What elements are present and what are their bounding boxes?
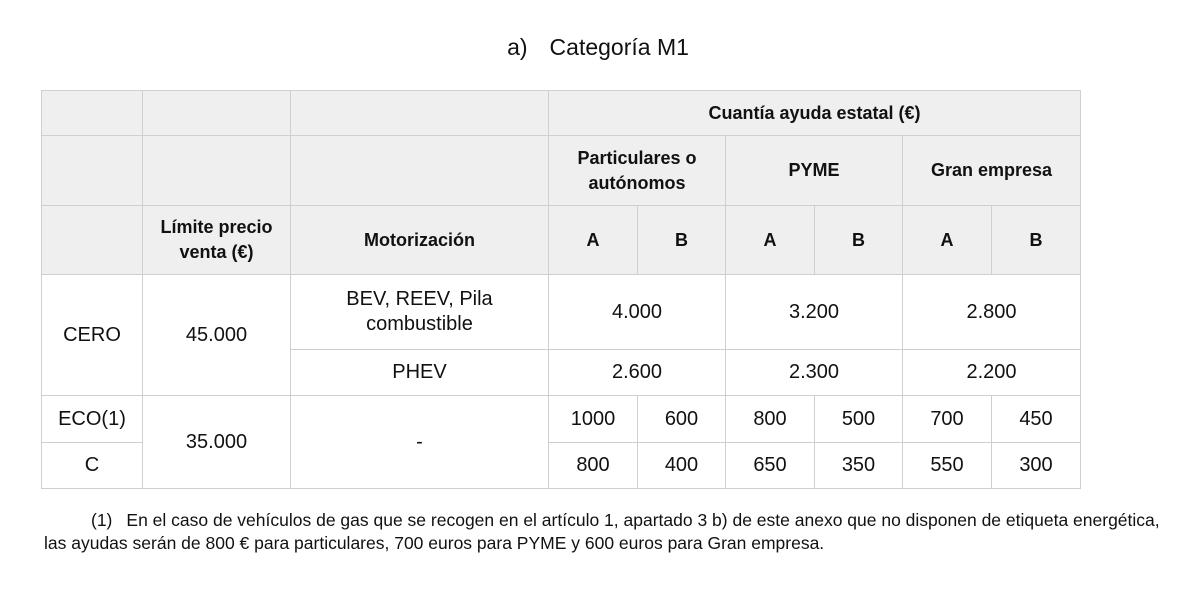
sub-column-header: B [638,206,726,275]
footnote-marker: (1) [91,510,113,530]
label-cell-eco: ECO(1) [42,396,143,443]
header-empty-cell [42,206,143,275]
value-cell: 600 [638,396,726,443]
price-limit-cell: 35.000 [143,396,291,489]
value-cell: 400 [638,443,726,489]
value-cell: 450 [992,396,1081,443]
sub-column-header: A [903,206,992,275]
label-cell-c: C [42,443,143,489]
motorization-cell: BEV, REEV, Pila combustible [291,275,549,350]
value-cell: 350 [815,443,903,489]
group-header-gran-empresa: Gran empresa [903,136,1081,206]
footnote-text: En el caso de vehículos de gas que se recogen en el artículo 1, apartado 3 b) de este anexo que no disponen de etiqueta energética, las ayudas serán de 800 € para particulares, 700 euros para PYME y 600 euros para Gran empresa. [44,510,1160,553]
section-letter: a) [507,34,528,60]
sub-column-header: B [815,206,903,275]
header-empty-cell [143,91,291,136]
section-title: Categoría M1 [549,34,689,60]
value-cell: 500 [815,396,903,443]
motorization-cell: PHEV [291,350,549,396]
header-empty-cell [42,91,143,136]
section-heading [0,30,1196,64]
sub-column-header: A [549,206,638,275]
header-empty-cell [143,136,291,206]
aid-table [41,90,1081,489]
sub-column-header: B [992,206,1081,275]
label-cell-cero: CERO [42,275,143,396]
value-cell: 650 [726,443,815,489]
value-cell: 550 [903,443,992,489]
value-cell: 2.800 [903,275,1081,350]
table-row-cero-bev [42,275,1081,350]
sub-column-header: A [726,206,815,275]
header-empty-cell [291,91,549,136]
footnote [44,509,1164,555]
header-row-3 [42,206,1081,275]
value-cell: 1000 [549,396,638,443]
motorization-header: Motorización [291,206,549,275]
header-empty-cell [291,136,549,206]
header-row-1 [42,91,1081,136]
value-cell: 2.600 [549,350,726,396]
header-empty-cell [42,136,143,206]
value-cell: 800 [726,396,815,443]
motorization-cell: - [291,396,549,489]
header-row-2 [42,136,1081,206]
aid-amount-header: Cuantía ayuda estatal (€) [549,91,1081,136]
group-header-particulares: Particulares o autónomos [549,136,726,206]
value-cell: 2.200 [903,350,1081,396]
value-cell: 2.300 [726,350,903,396]
price-limit-cell: 45.000 [143,275,291,396]
table-row-eco [42,396,1081,443]
value-cell: 700 [903,396,992,443]
value-cell: 800 [549,443,638,489]
value-cell: 4.000 [549,275,726,350]
value-cell: 3.200 [726,275,903,350]
value-cell: 300 [992,443,1081,489]
group-header-pyme: PYME [726,136,903,206]
price-limit-header: Límite precio venta (€) [143,206,291,275]
